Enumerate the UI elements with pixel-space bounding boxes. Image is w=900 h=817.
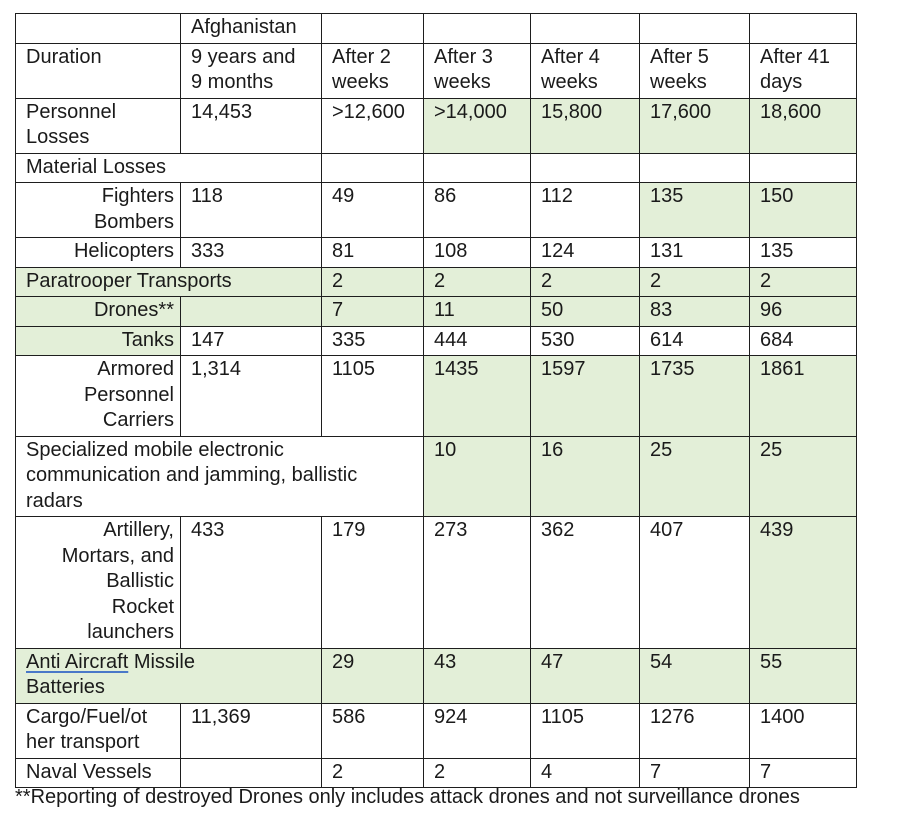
table-cell: 2 [750, 267, 857, 297]
duration-label: Duration [16, 43, 181, 98]
table-cell: 439 [750, 517, 857, 649]
table-cell: 1597 [531, 356, 640, 437]
header-empty-cell [16, 14, 181, 44]
table-cell: 15,800 [531, 98, 640, 153]
table-cell: 135 [750, 238, 857, 268]
table-cell: 25 [640, 436, 750, 517]
period-header: After 4 weeks [531, 43, 640, 98]
header-empty-cell [750, 14, 857, 44]
table-row-artillery [16, 517, 857, 649]
afghanistan-value: 433 [181, 517, 322, 649]
table-cell: 16 [531, 436, 640, 517]
table-cell: 18,600 [750, 98, 857, 153]
table-cell: 29 [322, 648, 424, 703]
table-cell: 150 [750, 183, 857, 238]
table-cell: 1105 [531, 703, 640, 758]
table-cell: 43 [424, 648, 531, 703]
table-row-cargo [16, 703, 857, 758]
table-cell: 2 [322, 267, 424, 297]
row-label: Drones** [16, 297, 181, 327]
table-cell: 7 [322, 297, 424, 327]
table-cell: 11 [424, 297, 531, 327]
table-cell [640, 153, 750, 183]
afghanistan-value: 14,453 [181, 98, 322, 153]
table-cell: 81 [322, 238, 424, 268]
period-header: After 41 days [750, 43, 857, 98]
table-cell: 108 [424, 238, 531, 268]
table-cell: >14,000 [424, 98, 531, 153]
table-cell: 135 [640, 183, 750, 238]
table-cell: 1400 [750, 703, 857, 758]
table-cell: 407 [640, 517, 750, 649]
table-cell: 1105 [322, 356, 424, 437]
table-cell: 131 [640, 238, 750, 268]
table-cell: 50 [531, 297, 640, 327]
table-row-material-heading [16, 153, 857, 183]
afghanistan-value: 333 [181, 238, 322, 268]
row-label: Specialized mobile electronic communication and jamming, ballistic radars [16, 436, 424, 517]
afghanistan-value: 1,314 [181, 356, 322, 437]
footnote: **Reporting of destroyed Drones only includes attack drones and not surveillance drones [15, 786, 800, 808]
period-header: After 2 weeks [322, 43, 424, 98]
table-cell: 25 [750, 436, 857, 517]
table-cell: 2 [640, 267, 750, 297]
table-cell: 2 [531, 267, 640, 297]
table-cell [424, 153, 531, 183]
table-cell: 1861 [750, 356, 857, 437]
afghanistan-duration: 9 years and 9 months [181, 43, 322, 98]
afghanistan-value: 118 [181, 183, 322, 238]
section-heading: Material Losses [16, 153, 322, 183]
table-cell: 924 [424, 703, 531, 758]
table-cell: 124 [531, 238, 640, 268]
row-label: Personnel Losses [16, 98, 181, 153]
table-row-specialized [16, 436, 857, 517]
row-label: Artillery, Mortars, and Ballistic Rocket launchers [16, 517, 181, 649]
table-row-header-duration [16, 43, 857, 98]
table-cell: 2 [424, 758, 531, 788]
row-label: Cargo/Fuel/ot her transport [16, 703, 181, 758]
row-label: Helicopters [16, 238, 181, 268]
table-cell: 4 [531, 758, 640, 788]
table-cell: 179 [322, 517, 424, 649]
row-label: Armored Personnel Carriers [16, 356, 181, 437]
table-cell: 1276 [640, 703, 750, 758]
table-row-tanks [16, 326, 857, 356]
table-cell [531, 153, 640, 183]
table-cell: 1435 [424, 356, 531, 437]
table-cell: 444 [424, 326, 531, 356]
table-cell: >12,600 [322, 98, 424, 153]
table-cell: 17,600 [640, 98, 750, 153]
row-label: Anti Aircraft Missile Batteries [16, 648, 322, 703]
table-row-drones [16, 297, 857, 327]
period-header: After 3 weeks [424, 43, 531, 98]
table-row-fighters [16, 183, 857, 238]
afghanistan-value: 11,369 [181, 703, 322, 758]
row-label: Paratrooper Transports [16, 267, 322, 297]
table-cell: 49 [322, 183, 424, 238]
table-cell: 684 [750, 326, 857, 356]
table-cell: 7 [750, 758, 857, 788]
header-empty-cell [531, 14, 640, 44]
table-row-paratrooper [16, 267, 857, 297]
table-cell: 2 [322, 758, 424, 788]
table-cell: 273 [424, 517, 531, 649]
table-row-helicopters [16, 238, 857, 268]
table-cell: 2 [424, 267, 531, 297]
table-row-apc [16, 356, 857, 437]
table-cell: 335 [322, 326, 424, 356]
table-cell: 112 [531, 183, 640, 238]
table-cell: 586 [322, 703, 424, 758]
table-cell: 47 [531, 648, 640, 703]
table-cell: 96 [750, 297, 857, 327]
table-cell: 1735 [640, 356, 750, 437]
table-cell: 54 [640, 648, 750, 703]
table-cell: 10 [424, 436, 531, 517]
afghanistan-value [181, 297, 322, 327]
table-cell: 83 [640, 297, 750, 327]
table-row-antiaircraft [16, 648, 857, 703]
losses-table [15, 13, 857, 788]
header-afghanistan: Afghanistan [181, 14, 322, 44]
row-label: Tanks [16, 326, 181, 356]
table-cell: 362 [531, 517, 640, 649]
table-cell [750, 153, 857, 183]
afghanistan-value: 147 [181, 326, 322, 356]
header-empty-cell [424, 14, 531, 44]
header-empty-cell [640, 14, 750, 44]
table-row-personnel [16, 98, 857, 153]
table-cell: 530 [531, 326, 640, 356]
header-empty-cell [322, 14, 424, 44]
table-cell [322, 153, 424, 183]
table-cell: 7 [640, 758, 750, 788]
table-row-header-top [16, 14, 857, 44]
table-cell: 55 [750, 648, 857, 703]
table-cell: 614 [640, 326, 750, 356]
table-cell: 86 [424, 183, 531, 238]
row-label: Fighters Bombers [16, 183, 181, 238]
period-header: After 5 weeks [640, 43, 750, 98]
row-label: Naval Vessels [16, 758, 181, 788]
